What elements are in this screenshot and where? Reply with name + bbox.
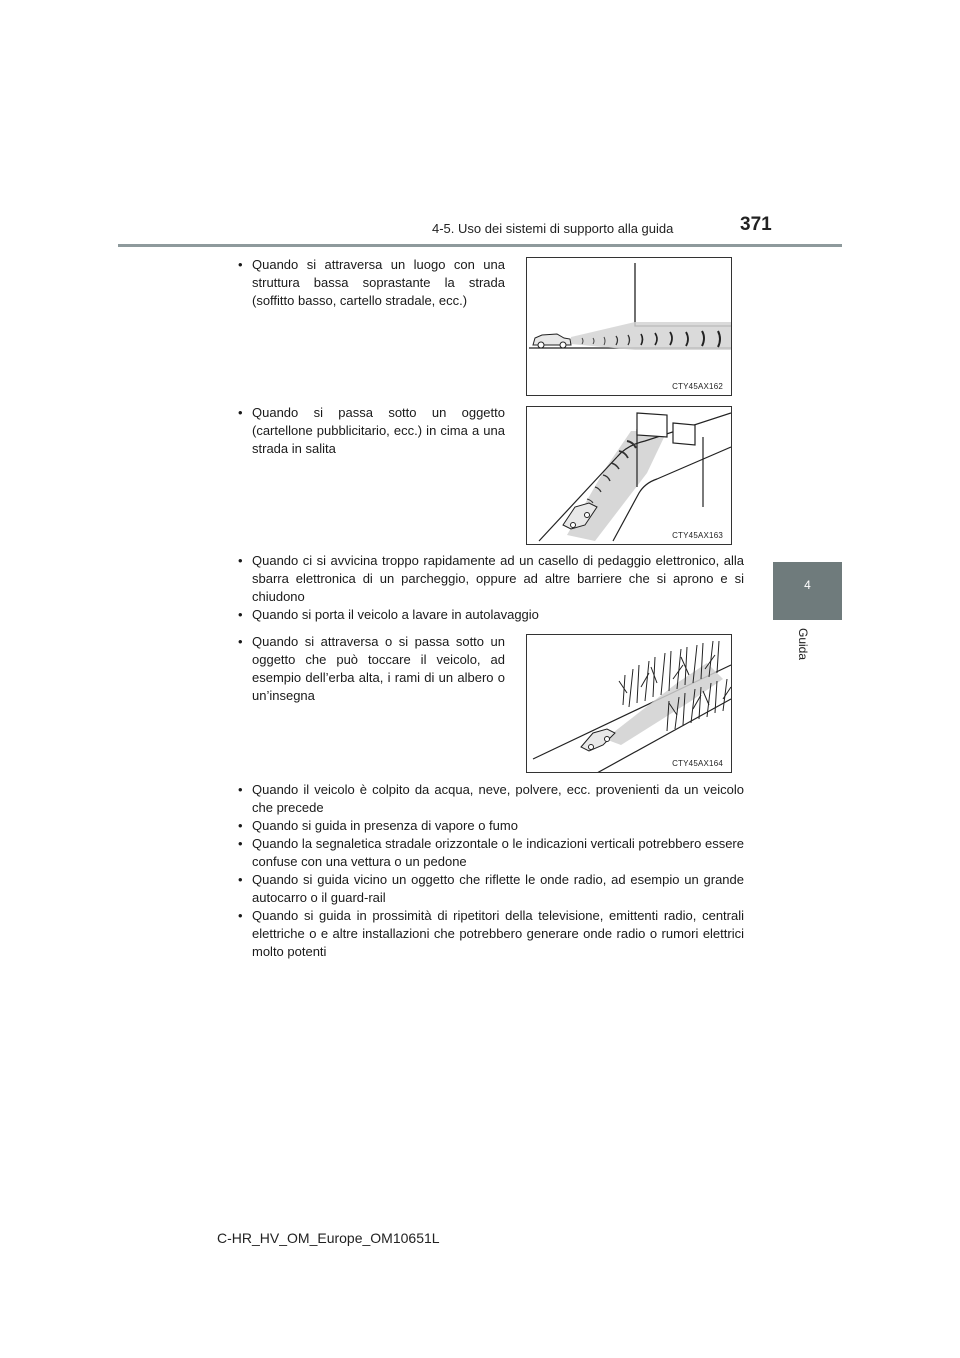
list-item: • Quando ci si avvicina troppo rapidamente ad un casello di pedaggio elettronico, alla sbarra elettronica di un parcheggio, oppure ad altre barriere che si aprono e si chiudono (238, 552, 744, 606)
list-item: • Quando si passa sotto un oggetto (cartellone pubblicitario, ecc.) in cima a una strada in salita (238, 404, 505, 458)
low-overhead-structure-illustration (527, 258, 732, 396)
header-rule (118, 244, 842, 247)
chapter-tab[interactable] (773, 562, 842, 620)
section-title: 4-5. Uso dei sistemi di supporto alla guida (432, 221, 674, 236)
document-id: C-HR_HV_OM_Europe_OM10651L (217, 1230, 440, 1246)
list-item: • Quando si guida vicino un oggetto che riflette le onde radio, ad esempio un grande autocarro o il guard-rail (238, 871, 744, 907)
list-item: • Quando si guida in presenza di vapore o fumo (238, 817, 744, 835)
list-item: • Quando si porta il veicolo a lavare in autolavaggio (238, 606, 744, 624)
page-number: 371 (740, 214, 772, 235)
list-item: • Quando si guida in prossimità di ripetitori della televisione, emittenti radio, centrali elettriche o e altre installazioni che potrebbero generare onde radio o rumori elettrici molto potenti (238, 907, 744, 961)
figure-caption: CTY45AX164 (672, 759, 723, 768)
tall-grass-illustration (527, 635, 732, 773)
figure-low-overhead (526, 257, 732, 396)
chapter-number: 4 (804, 578, 811, 592)
chapter-label: Guida (796, 628, 810, 661)
list-item: • Quando la segnaletica stradale orizzontale o le indicazioni verticali potrebbero essere confuse con una vettura o un pedone (238, 835, 744, 871)
list-item: • Quando si attraversa un luogo con una struttura bassa soprastante la strada (soffitto basso, cartello stradale, ecc.) (238, 256, 505, 310)
figure-caption: CTY45AX163 (672, 531, 723, 540)
figure-tall-grass (526, 634, 732, 773)
figure-uphill-sign (526, 406, 732, 545)
list-item: • Quando il veicolo è colpito da acqua, neve, polvere, ecc. provenienti da un veicolo che precede (238, 781, 744, 817)
figure-caption: CTY45AX162 (672, 382, 723, 391)
uphill-overhead-sign-illustration (527, 407, 732, 545)
list-item: • Quando si attraversa o si passa sotto un oggetto che può toccare il veicolo, ad esempio dell’erba alta, i rami di un albero o un’insegna (238, 633, 505, 705)
